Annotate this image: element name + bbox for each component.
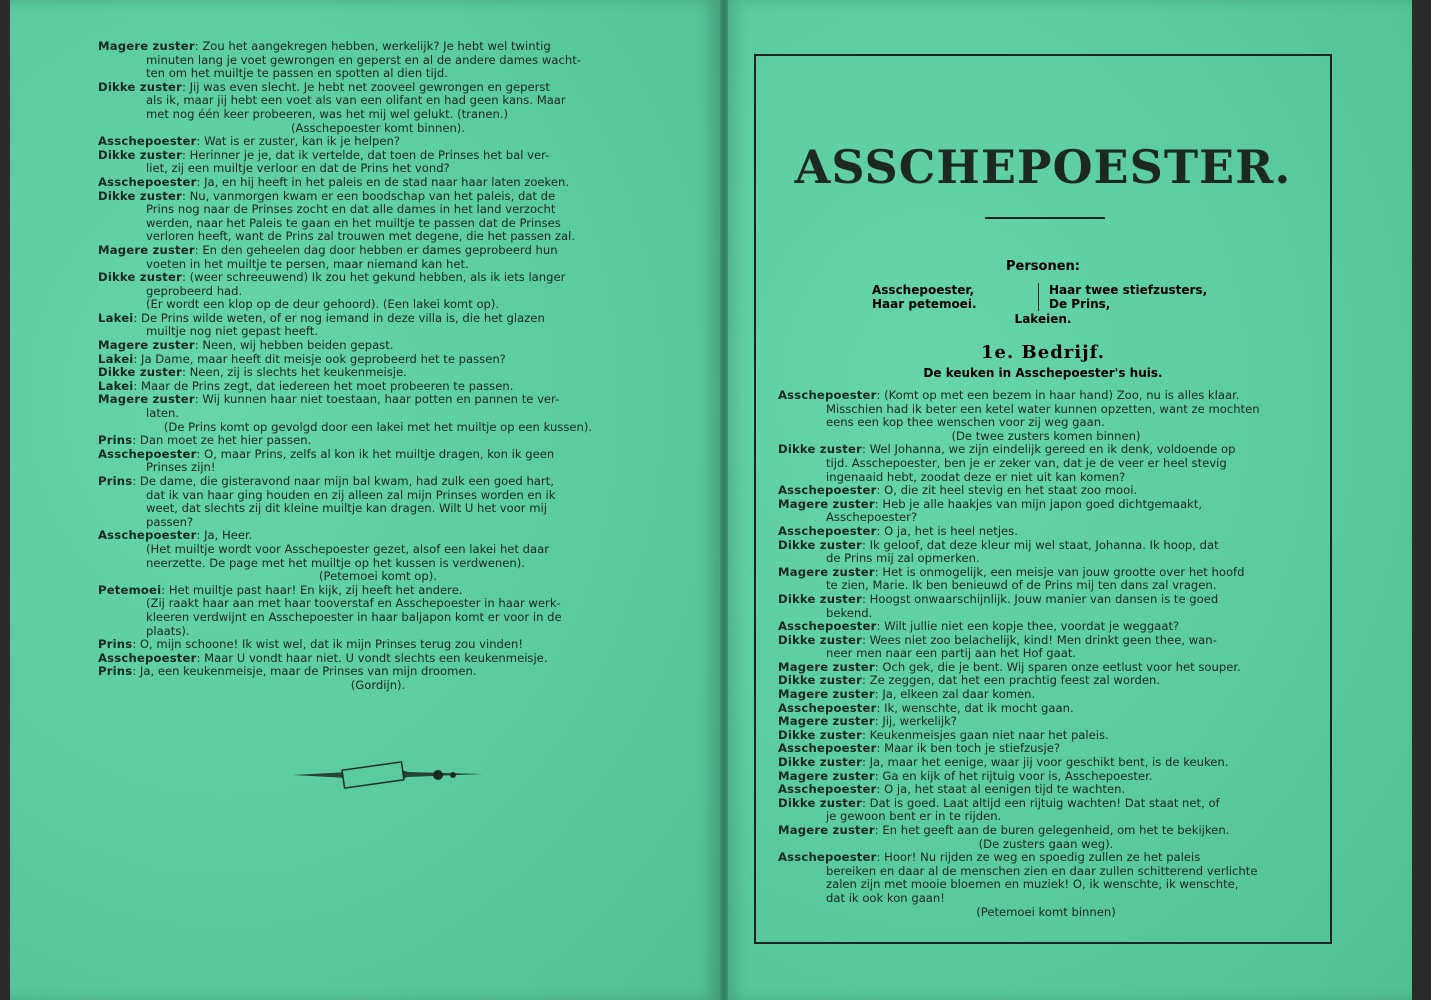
dialogue-line <box>98 190 658 204</box>
speaker-name: Asschepoester <box>778 850 877 865</box>
dialogue-text: : Het muiltje past haar! En kijk, zij heeft het andere. <box>161 582 463 597</box>
speaker-name: Asschepoester <box>98 174 197 189</box>
speaker-name: Magere zuster <box>778 823 875 837</box>
speaker-name: Petemoei <box>98 582 162 597</box>
act-heading: 1e. Bedrijf. <box>981 342 1105 363</box>
dialogue-line <box>98 312 658 326</box>
speaker-name: Magere zuster <box>778 659 875 674</box>
dialogue-text: : Maar de Prins zegt, dat iedereen het moet probeeren te passen. <box>133 378 514 393</box>
dialogue-text: : Hoor! Nu rijden ze weg en spoedig zullen ze het paleis <box>876 850 1201 865</box>
dialogue-continuation: bekend. <box>826 605 873 620</box>
dialogue-line <box>98 353 658 367</box>
dialogue-continuation: passen? <box>146 514 194 529</box>
dialogue-text: : O ja, het staat al eenigen tijd te wachten. <box>876 782 1126 797</box>
dialogue-continuation: tijd. Asschepoester, ben je er zeker van, dat je de veer er heel stevig <box>826 455 1227 470</box>
speaker-name: Asschepoester <box>778 619 877 634</box>
dialogue-text: : Nu, vanmorgen kwam er een boodschap van het paleis, dat de <box>182 188 556 203</box>
stage-direction: (De Prins komt op gevolgd door een lakei met het muiltje op een kussen). <box>163 419 593 434</box>
dialogue-line <box>778 566 1314 580</box>
dialogue-line <box>98 638 658 652</box>
dialogue-text: : Zou het aangekregen hebben, werkelijk? Je hebt wel twintig <box>194 39 551 53</box>
dialogue-text: : Wat is er zuster, kan ik je helpen? <box>196 134 400 149</box>
dialogue-line <box>778 634 1314 648</box>
dialogue-line <box>778 389 1314 403</box>
speaker-name: Asschepoester <box>778 483 877 498</box>
speaker-name: Asschepoester <box>778 523 877 538</box>
dialogue-continuation: muiltje nog niet gepast heeft. <box>146 324 319 339</box>
dialogue-line <box>98 475 658 489</box>
dialogue-line <box>98 434 658 448</box>
cast-item: De Prins, <box>1049 297 1111 311</box>
cast-item-lakeien: Lakeien. <box>1014 312 1072 326</box>
speaker-name: Dikke zuster <box>778 442 863 457</box>
speaker-name: Magere zuster <box>778 496 875 511</box>
speaker-name: Asschepoester <box>98 650 197 665</box>
dialogue-continuation: met nog één keer probeeren, was het mij wel gelukt. (tranen.) <box>146 106 509 121</box>
dialogue-text: : Hoogst onwaarschijnlijk. Jouw manier van dansen is te goed <box>862 591 1219 606</box>
dialogue-continuation: plaats). <box>146 623 190 638</box>
dialogue-continuation: de Prins mij zal opmerken. <box>826 551 980 566</box>
dialogue-line <box>778 525 1314 539</box>
dialogue-continuation: Prins nog naar de Prinses zocht en dat alle dames in het land verzocht <box>146 202 556 217</box>
dialogue-text: : En den geheelen dag door hebben er dames geprobeerd hun <box>194 242 558 257</box>
scene-heading: De keuken in Asschepoester's huis. <box>923 366 1163 380</box>
dialogue-continuation: dat ik van haar ging houden en zij alleen zal mijn Prinses worden en ik <box>146 487 556 502</box>
stage-direction: (Petemoei komt binnen) <box>976 904 1116 919</box>
stage-direction: (Petemoei komt op). <box>319 569 437 584</box>
speaker-name: Dikke zuster <box>778 727 863 742</box>
dialogue-text: : Ja, Heer. <box>196 528 253 543</box>
dialogue-text: : Jij, werkelijk? <box>874 714 957 729</box>
dialogue-text: : (weer schreeuwend) Ik zou het gekund hebben, als ik iets langer <box>182 270 566 285</box>
dialogue-text: : Ja, een keukenmeisje, maar de Prinses van mijn droomen. <box>132 664 477 679</box>
dialogue-continuation: als ik, maar jij hebt een voet als van een olifant en had geen kans. Maar <box>146 93 566 108</box>
dialogue-continuation: neer men naar een partij aan het Hof gaat. <box>826 646 1077 661</box>
speaker-name: Magere zuster <box>98 39 195 53</box>
speaker-name: Asschepoester <box>778 741 877 756</box>
dialogue-line <box>778 443 1314 457</box>
dialogue-continuation: neerzette. De page met het muiltje op het kussen is verdwenen). <box>146 555 525 570</box>
dialogue-line <box>98 366 658 380</box>
dialogue-line <box>778 498 1314 512</box>
dialogue-continuation: geprobeerd had. <box>146 283 243 298</box>
speaker-name: Dikke zuster <box>98 79 183 94</box>
dialogue-continuation: (Zij raakt haar aan met haar tooverstaf en Asschepoester in haar werk- <box>146 596 561 611</box>
dialogue-line <box>98 271 658 285</box>
dialogue-text: : Wij kunnen haar niet toestaan, haar potten en pannen te ver- <box>194 392 560 407</box>
dialogue-text: : Het is onmogelijk, een meisje van jouw grootte over het hoofd <box>874 564 1245 579</box>
dialogue-line <box>778 770 1314 784</box>
dialogue-line <box>98 380 658 394</box>
speaker-name: Prins <box>98 474 133 488</box>
speaker-name: Dikke zuster <box>98 188 183 203</box>
dialogue-text: : O ja, het is heel netjes. <box>876 523 1018 538</box>
dialogue-line <box>98 652 658 666</box>
title-rule <box>985 217 1105 219</box>
speaker-name: Prins <box>98 433 133 448</box>
dialogue-line <box>778 593 1314 607</box>
dialogue-continuation: Asschepoester? <box>826 510 918 525</box>
dialogue-text: : Och gek, die je bent. Wij sparen onze eetlust voor het souper. <box>874 659 1241 674</box>
page-fold <box>720 0 728 1000</box>
dialogue-text: : Neen, zij is slechts het keukenmeisje. <box>182 365 407 380</box>
stage-direction: (Gordijn). <box>350 677 406 692</box>
dialogue-continuation: Misschien had ik beter een ketel water kunnen opzetten, want ze mochten <box>826 401 1260 416</box>
dialogue-line <box>778 851 1314 865</box>
dialogue-text: : Dat is goed. Laat altijd een rijtuig wachten! Dat staat net, of <box>862 795 1220 810</box>
dialogue-text: : Keukenmeisjes gaan niet naar het paleis. <box>862 727 1109 742</box>
speaker-name: Dikke zuster <box>98 365 183 380</box>
dialogue-line <box>778 688 1314 702</box>
dialogue-text: : Ja Dame, maar heeft dit meisje ook geprobeerd het te passen? <box>133 351 506 366</box>
dialogue-continuation: bereiken en daar al de menschen zien en daar zullen schitterend verlichte <box>826 863 1258 878</box>
dialogue-continuation: eens een kop thee wenschen voor zij weg gaan. <box>826 415 1105 430</box>
dialogue-text: : Wilt jullie niet een kopje thee, voordat je weggaat? <box>876 619 1180 634</box>
dialogue-continuation: dat ik ook kon gaan! <box>826 890 945 905</box>
stage-direction: (De twee zusters komen binnen) <box>951 428 1141 443</box>
cast-item: Haar petemoei. <box>872 297 977 311</box>
speaker-name: Magere zuster <box>778 714 875 729</box>
dialogue-line <box>98 149 658 163</box>
dialogue-text: : Ik geloof, dat deze kleur mij wel staat, Johanna. Ik hoop, dat <box>862 537 1219 552</box>
dialogue-text: : (Komt op met een bezem in haar hand) Zoo, nu is alles klaar. <box>876 388 1240 402</box>
dialogue-continuation: minuten lang je voet gewrongen en geperst en al de andere dames wacht- <box>146 52 581 67</box>
cast-item: Haar twee stiefzusters, <box>1049 283 1208 297</box>
dialogue-line <box>778 742 1314 756</box>
dialogue-continuation: Prinses zijn! <box>146 460 216 475</box>
dialogue-line <box>98 393 658 407</box>
dialogue-text: : O, die zit heel stevig en het staat zoo mooi. <box>876 483 1138 498</box>
speaker-name: Dikke zuster <box>778 632 863 647</box>
dialogue-line <box>98 135 658 149</box>
speaker-name: Dikke zuster <box>778 591 863 606</box>
dialogue-line <box>778 797 1314 811</box>
dialogue-continuation: liet, zij een muiltje verloor en dat de Prins het vond? <box>146 161 450 176</box>
dialogue-line <box>778 674 1314 688</box>
speaker-name: Lakei <box>98 351 134 366</box>
dialogue-text: : Dan moet ze het hier passen. <box>132 433 312 448</box>
right-dialogue <box>778 389 1314 919</box>
dialogue-text: : Ja, maar het eenige, waar jij voor geschikt bent, is de keuken. <box>862 755 1229 770</box>
speaker-name: Dikke zuster <box>778 795 863 810</box>
speaker-name: Magere zuster <box>98 338 195 353</box>
play-title: ASSCHEPOESTER. <box>794 140 1292 194</box>
dialogue-text: : Heb je alle haakjes van mijn japon goed dichtgemaakt, <box>874 496 1203 511</box>
dialogue-line <box>98 81 658 95</box>
speaker-name: Asschepoester <box>778 700 877 715</box>
dialogue-line <box>778 729 1314 743</box>
dialogue-line <box>778 539 1314 553</box>
dialogue-text: : Maar U vondt haar niet. U vondt slechts een keukenmeisje. <box>196 650 548 665</box>
dialogue-continuation: laten. <box>146 406 180 421</box>
dialogue-line <box>778 824 1314 838</box>
speaker-name: Dikke zuster <box>98 147 183 162</box>
dialogue-line <box>98 176 658 190</box>
cast-item: Asschepoester, <box>872 283 975 297</box>
dialogue-line <box>98 584 658 598</box>
dialogue-continuation: zalen zijn met mooie bloemen en muziek! O, ik wenschte, ik wenschte, <box>826 877 1239 892</box>
dialogue-line <box>98 40 658 54</box>
speaker-name: Magere zuster <box>778 768 875 783</box>
dialogue-continuation: kleeren verdwijnt en Asschepoester in haar baljapon komt er voor in de <box>146 609 562 624</box>
dialogue-continuation: (Het muiltje wordt voor Asschepoester gezet, alsof een lakei het daar <box>146 541 549 556</box>
dialogue-text: : Maar ik ben toch je stiefzusje? <box>876 741 1061 756</box>
dialogue-text: : Herinner je je, dat ik vertelde, dat toen de Prinses het bal ver- <box>182 147 550 162</box>
dialogue-text: : Jij was even slecht. Je hebt net zooveel gewrongen en geperst <box>182 79 550 94</box>
dialogue-line <box>98 529 658 543</box>
dialogue-continuation: verloren heeft, want de Prins zal trouwen met degene, die het passen zal. <box>146 229 576 244</box>
dialogue-line <box>778 620 1314 634</box>
left-dialogue <box>98 40 658 693</box>
speaker-name: Asschepoester <box>778 388 877 402</box>
dialogue-text: : Ik, wenschte, dat ik mocht gaan. <box>876 700 1074 715</box>
quill-ornament <box>288 758 488 792</box>
dialogue-continuation: weet, dat slechts zij dit kleine muiltje kan dragen. Wilt U het voor mij <box>146 501 547 516</box>
dialogue-text: : O, mijn schoone! Ik wist wel, dat ik mijn Prinses terug zou vinden! <box>132 637 524 652</box>
stage-direction: (Er wordt een klop op de deur gehoord). (Een lakei komt op). <box>146 297 500 312</box>
dialogue-continuation: je gewoon bent er in te rijden. <box>826 809 1002 824</box>
dialogue-continuation: te zien, Marie. Ik ben benieuwd of de Prins mij ten dans zal vragen. <box>826 578 1217 593</box>
speaker-name: Dikke zuster <box>778 755 863 770</box>
cast-list-right <box>1038 283 1249 311</box>
stage-direction: (De zusters gaan weg). <box>978 836 1114 851</box>
dialogue-line <box>98 665 658 679</box>
speaker-name: Magere zuster <box>778 564 875 579</box>
dialogue-continuation: ten om het muiltje te passen en spotten al dien tijd. <box>146 66 448 81</box>
dialogue-text: : Ja, elkeen zal daar komen. <box>874 687 1036 702</box>
dialogue-continuation: werden, naar het Paleis te gaan en het muiltje te passen dat de Prinses <box>146 215 561 230</box>
speaker-name: Magere zuster <box>98 242 195 257</box>
speaker-name: Prins <box>98 664 133 679</box>
speaker-name: Dikke zuster <box>98 270 183 285</box>
dialogue-line <box>98 448 658 462</box>
dialogue-text: : Ja, en hij heeft in het paleis en de stad naar haar laten zoeken. <box>196 174 570 189</box>
stage-direction: (Asschepoester komt binnen). <box>290 120 466 135</box>
dialogue-text: : O, maar Prins, zelfs al kon ik het muiltje dragen, kon ik geen <box>196 446 555 461</box>
dialogue-text: : Wel Johanna, we zijn eindelijk gereed en ik denk, voldoende op <box>862 442 1236 457</box>
speaker-name: Magere zuster <box>778 687 875 702</box>
speaker-name: Asschepoester <box>778 782 877 797</box>
cast-list-left <box>872 283 1012 311</box>
dialogue-line <box>98 339 658 353</box>
speaker-name: Lakei <box>98 378 134 393</box>
dialogue-continuation: voeten in het muiltje te persen, maar niemand kan het. <box>146 256 469 271</box>
dialogue-continuation: ingenaaid hebt, zoodat deze er niet uit kan komen? <box>826 469 1126 484</box>
speaker-name: Magere zuster <box>98 392 195 407</box>
dialogue-line <box>778 783 1314 797</box>
dialogue-line <box>778 756 1314 770</box>
personen-heading: Personen: <box>1006 259 1080 274</box>
dialogue-text: : De Prins wilde weten, of er nog iemand in deze villa is, die het glazen <box>133 310 545 325</box>
speaker-name: Asschepoester <box>98 528 197 543</box>
dialogue-text: : Ze zeggen, dat het een prachtig feest zal worden. <box>862 673 1161 688</box>
speaker-name: Lakei <box>98 310 134 325</box>
dialogue-text: : Ga en kijk of het rijtuig voor is, Asschepoester. <box>874 768 1153 783</box>
dialogue-text: : En het geeft aan de buren gelegenheid, om het te bekijken. <box>874 823 1230 837</box>
dialogue-text: : De dame, die gisteravond naar mijn bal kwam, had zulk een goed hart, <box>132 474 554 488</box>
dialogue-text: : Neen, wij hebben beiden gepast. <box>194 338 394 353</box>
dialogue-line <box>778 715 1314 729</box>
speaker-name: Asschepoester <box>98 134 197 149</box>
dialogue-line <box>778 702 1314 716</box>
dialogue-line <box>98 244 658 258</box>
dialogue-line <box>778 484 1314 498</box>
dialogue-line <box>778 661 1314 675</box>
speaker-name: Prins <box>98 637 133 652</box>
speaker-name: Dikke zuster <box>778 673 863 688</box>
speaker-name: Asschepoester <box>98 446 197 461</box>
dialogue-text: : Wees niet zoo belachelijk, kind! Men drinkt geen thee, wan- <box>862 632 1217 647</box>
speaker-name: Dikke zuster <box>778 537 863 552</box>
